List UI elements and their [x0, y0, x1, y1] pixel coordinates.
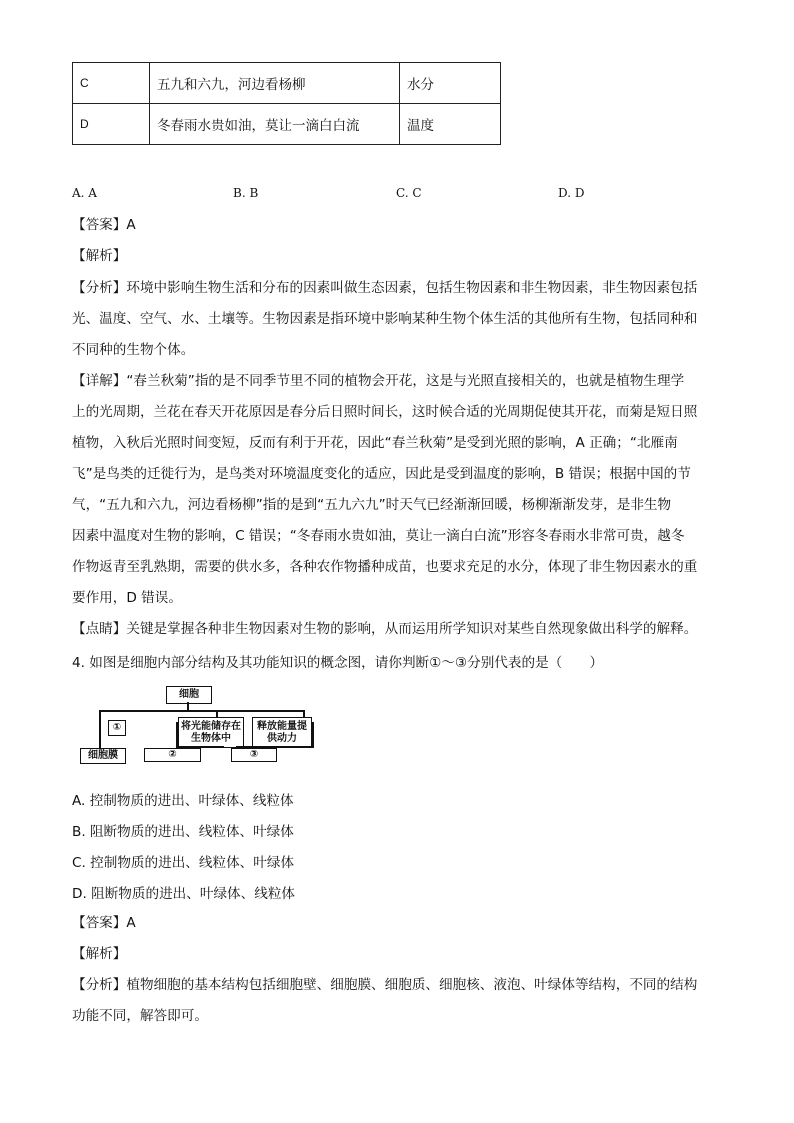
table-row [73, 63, 501, 104]
q3-detail-line: 作物返青至乳熟期，需要的供水多，各种农作物播种成苗，也要求充足的水分，体现了非生物因素水的重 [72, 559, 698, 575]
q4-question: 4. 如图是细胞内部分结构及其功能知识的概念图，请你判断①～③分别代表的是（ ） [72, 655, 604, 671]
diagram-box-3: 释放能量提供动力 [252, 717, 312, 748]
q3-comment: 【点睛】关键是掌握各种非生物因素对生物的影响，从而运用所学知识对某些自然现象做出科学的解释。 [72, 621, 698, 637]
q4-analysis-line: 【分析】植物细胞的基本结构包括细胞壁、细胞膜、细胞质、细胞核、液泡、叶绿体等结构，不同的结构 [72, 977, 698, 993]
diagram-box-2: 将光能储存在生物体中 [178, 717, 244, 748]
q4-analysis-line: 功能不同，解答即可。 [72, 1008, 208, 1024]
q3-detail-line: 气，“五九和六九，河边看杨柳”指的是到“五九六九”时天气已经渐渐回暖，杨柳渐渐发芽，是非生物 [72, 497, 672, 513]
q3-analysis-line: 【分析】环境中影响生物生活和分布的因素叫做生态因素，包括生物因素和非生物因素，非生物因素包括 [72, 280, 698, 296]
row-text: 冬春雨水贵如油，莫让一滴白白流 [150, 104, 400, 145]
q3-detail-line: 上的光周期，兰花在春天开花原因是春分后日照时间长，这时候合适的光周期促使其开花，而菊是短日照 [72, 404, 698, 420]
q3-analysis-line: 光、温度、空气、水、土壤等。生物因素是指环境中影响某种生物个体生活的其他所有生物，包括同种和 [72, 311, 698, 327]
q3-analysis-line: 不同种的生物个体。 [72, 342, 195, 358]
diagram-number-1: ① [108, 720, 126, 736]
q4-answer: 【答案】A [72, 915, 136, 931]
row-factor: 水分 [400, 63, 501, 104]
q4-option-b: B. 阻断物质的进出、线粒体、叶绿体 [72, 824, 294, 840]
row-factor: 温度 [400, 104, 501, 145]
answer-table [72, 62, 501, 145]
row-text: 五九和六九，河边看杨柳 [150, 63, 400, 104]
row-label: D [73, 104, 150, 145]
row-label: C [73, 63, 150, 104]
q4-analysis-head: 【解析】 [72, 946, 127, 962]
q3-detail-line: 【详解】“春兰秋菊”指的是不同季节里不同的植物会开花，这是与光照直接相关的，也就是植物生理学 [72, 373, 685, 389]
q3-analysis-head: 【解析】 [72, 248, 127, 264]
q3-answer: 【答案】A [72, 217, 136, 233]
q3-option-d: D. D [558, 186, 585, 200]
diagram-top-cell: 细胞 [166, 686, 212, 704]
q4-option-c: C. 控制物质的进出、线粒体、叶绿体 [72, 855, 295, 871]
q3-option-c: C. C [396, 186, 422, 200]
table-row [73, 104, 501, 145]
q3-detail-line: 植物，入秋后光照时间变短，反而有利于开花，因此“春兰秋菊”是受到光照的影响，A 正确；“北雁南 [72, 435, 678, 451]
q3-detail-line: 飞”是鸟类的迁徙行为，是鸟类对环境温度变化的适应，因此是受到温度的影响，B 错误；根据中国的节 [72, 466, 691, 482]
q3-detail-line: 因素中温度对生物的影响，C 错误；“冬春雨水贵如油，莫让一滴白白流”形容冬春雨水非常可贵，越冬 [72, 528, 685, 544]
q4-option-a: A. 控制物质的进出、叶绿体、线粒体 [72, 793, 294, 809]
diagram-cell-membrane: 细胞膜 [80, 748, 126, 764]
diagram-number-2: ② [144, 748, 201, 762]
q4-option-d: D. 阻断物质的进出、叶绿体、线粒体 [72, 886, 296, 902]
q3-option-a: A. A [72, 186, 97, 200]
diagram-number-3: ③ [231, 748, 277, 762]
q3-option-b: B. B [233, 186, 259, 200]
q3-detail-line: 要作用，D 错误。 [72, 590, 182, 606]
